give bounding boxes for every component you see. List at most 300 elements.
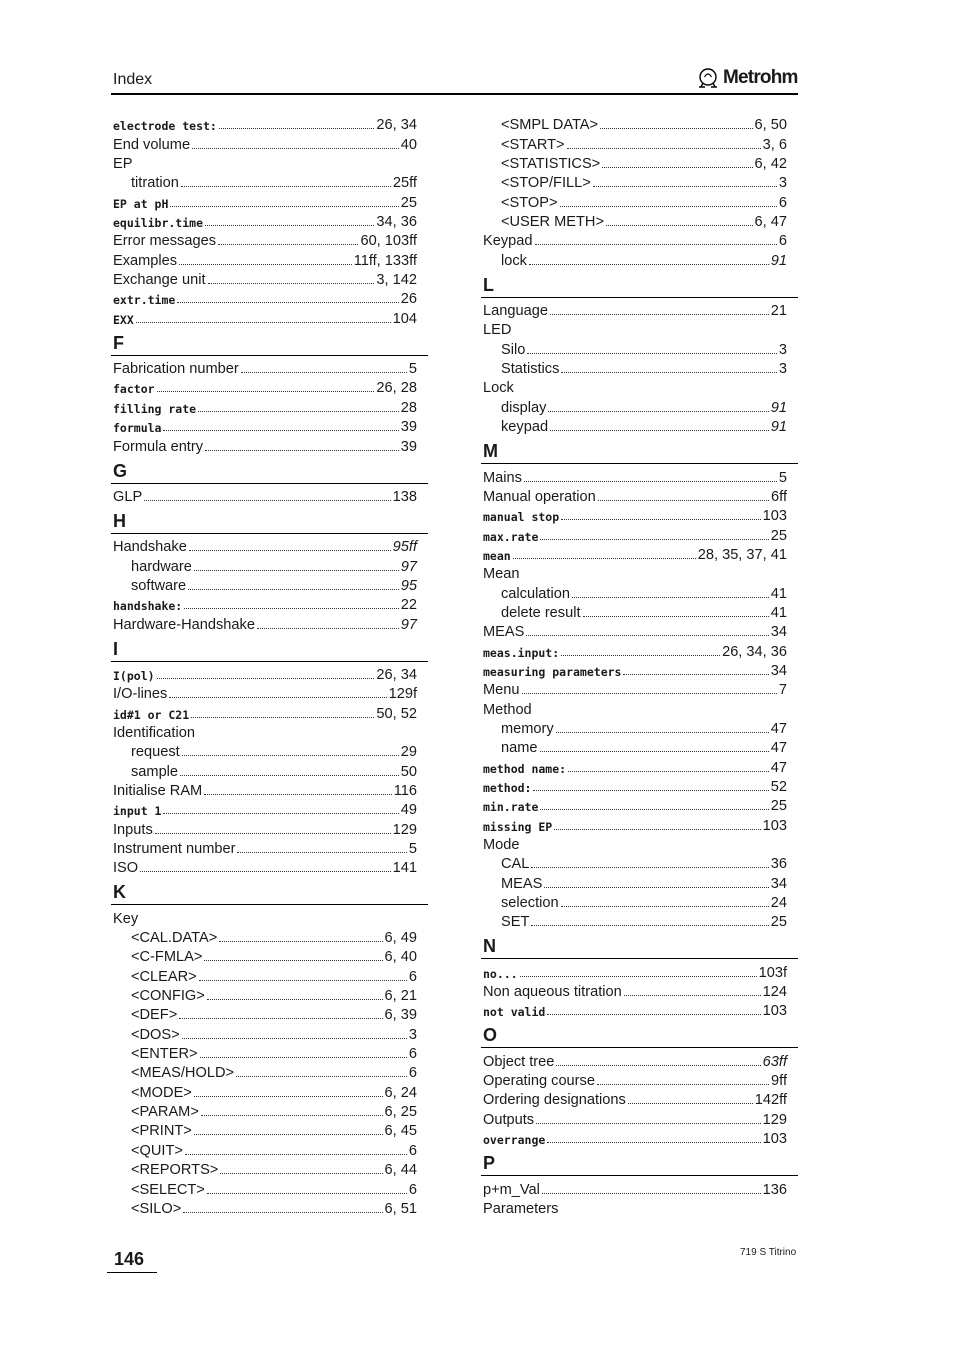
index-term: Silo: [501, 341, 526, 358]
dot-leader: [561, 519, 760, 520]
index-page-refs: 103: [762, 508, 787, 525]
index-entry: [111, 594, 428, 613]
index-entry: [481, 416, 798, 435]
dot-leader: [542, 1193, 761, 1194]
index-term: <DEF>: [131, 1007, 178, 1024]
index-entry: [111, 780, 428, 799]
index-page-refs: 97: [400, 616, 417, 633]
dot-leader: [536, 1123, 761, 1124]
index-page-refs: 142ff: [754, 1092, 787, 1109]
index-entry: [111, 1043, 428, 1062]
index-entry: [481, 486, 798, 505]
index-term: <STATISTICS>: [501, 156, 601, 173]
dot-leader: [548, 411, 768, 412]
index-page-refs: 34: [770, 875, 787, 892]
dot-leader: [220, 1173, 382, 1174]
index-entry: [481, 338, 798, 357]
index-page-refs: 25: [770, 527, 787, 544]
index-term: display: [501, 399, 547, 416]
dot-leader: [199, 980, 407, 981]
index-page-refs: 50: [400, 763, 417, 780]
dot-leader: [583, 616, 769, 617]
index-entry: [481, 640, 798, 659]
index-page-refs: 103: [762, 1131, 787, 1148]
index-term: <STOP>: [501, 194, 558, 211]
index-term: <QUIT>: [131, 1142, 183, 1159]
index-entry: [481, 1000, 798, 1019]
index-entry: [481, 892, 798, 911]
index-term: memory: [501, 720, 554, 737]
dot-leader: [529, 264, 769, 265]
index-term: Fabrication number: [113, 361, 239, 378]
index-page-refs: 11ff, 133ff: [353, 252, 417, 269]
dot-leader: [219, 128, 375, 129]
dot-leader: [136, 322, 391, 323]
index-entry: [111, 965, 428, 984]
dot-leader: [526, 635, 768, 636]
dot-leader: [198, 411, 399, 412]
index-entry: [111, 191, 428, 210]
index-term: Inputs: [113, 821, 153, 838]
index-page-refs: 6: [778, 194, 787, 211]
index-entry: [481, 776, 798, 795]
dot-leader: [170, 206, 398, 207]
index-page-refs: 116: [393, 782, 417, 799]
index-entry: [481, 230, 798, 249]
page-number: 146: [107, 1249, 157, 1273]
index-term: <CONFIG>: [131, 988, 205, 1005]
index-page-refs: 129f: [388, 686, 417, 703]
index-term: Instrument number: [113, 841, 236, 857]
index-entry: [481, 737, 798, 756]
index-entry: [111, 1004, 428, 1023]
index-term: MEAS: [501, 875, 543, 892]
index-term: p+m_Val: [483, 1181, 540, 1198]
index-entry: [111, 288, 428, 307]
index-term: name: [501, 740, 538, 757]
index-term: <SILO>: [131, 1200, 182, 1217]
index-term: <MODE>: [131, 1084, 192, 1101]
index-page-refs: 47: [770, 759, 787, 776]
dot-leader: [169, 697, 386, 698]
index-term: End volume: [113, 136, 191, 153]
index-page-refs: 34, 36: [376, 214, 417, 231]
dot-leader: [554, 829, 760, 830]
index-entry: [111, 838, 428, 857]
index-entry: [111, 1062, 428, 1081]
index-page-refs: 9ff: [771, 1073, 787, 1090]
index-term: manual stop: [483, 510, 560, 525]
dot-leader: [556, 732, 769, 733]
index-entry: [481, 466, 798, 485]
dot-leader: [540, 751, 769, 752]
index-entry: [481, 1178, 798, 1197]
index-term: I/O-lines: [113, 686, 168, 703]
index-page-refs: 34: [770, 624, 787, 641]
index-entry: [111, 1198, 428, 1217]
index-page-refs: 41: [770, 604, 787, 621]
index-term: <CLEAR>: [131, 968, 197, 985]
dot-leader: [180, 775, 399, 776]
index-term: <PRINT>: [131, 1123, 192, 1140]
dot-leader: [257, 628, 399, 629]
dot-leader: [593, 186, 777, 187]
index-entry: [111, 1120, 428, 1139]
dot-leader: [561, 655, 720, 656]
index-term: delete result: [501, 604, 581, 621]
index-page-refs: 6, 24: [384, 1084, 417, 1101]
index-page-refs: 6: [408, 1065, 417, 1082]
index-entry: [481, 114, 798, 133]
index-letter-heading: G: [111, 455, 428, 484]
index-subheading: [481, 1198, 798, 1217]
index-term: <STOP/FILL>: [501, 175, 591, 192]
index-term: factor: [113, 382, 155, 397]
index-term: Operating course: [483, 1073, 595, 1090]
index-entry: [111, 1159, 428, 1178]
index-page-refs: 6, 21: [384, 988, 417, 1005]
index-term: Key: [113, 910, 139, 927]
index-page-refs: 103: [762, 1003, 787, 1020]
index-entry: [111, 985, 428, 1004]
index-entry: [111, 1023, 428, 1042]
dot-leader: [567, 148, 761, 149]
index-entry: [111, 1081, 428, 1100]
index-page-refs: 5: [408, 841, 417, 857]
dot-leader: [182, 1038, 407, 1039]
index-entry: [481, 853, 798, 872]
dot-leader: [182, 755, 399, 756]
index-term: extr.time: [113, 293, 176, 308]
index-entry: [481, 1108, 798, 1127]
dot-leader: [533, 790, 768, 791]
dot-leader: [568, 771, 769, 772]
dot-leader: [606, 225, 753, 226]
index-term: Outputs: [483, 1111, 535, 1128]
dot-leader: [241, 372, 407, 373]
index-entry: [111, 358, 428, 377]
dot-leader: [157, 391, 375, 392]
index-entry: [481, 191, 798, 210]
dot-leader: [204, 794, 392, 795]
index-term: Mode: [483, 837, 520, 854]
index-page-refs: 6, 44: [384, 1162, 417, 1179]
index-entry: [481, 1128, 798, 1147]
index-term: meas.input:: [483, 645, 560, 660]
dot-leader: [597, 1084, 769, 1085]
index-letter-heading: L: [481, 269, 798, 298]
index-entry: [111, 269, 428, 288]
index-term: hardware: [131, 558, 192, 575]
dot-leader: [177, 302, 398, 303]
index-subheading: [481, 563, 798, 582]
dot-leader: [183, 1212, 382, 1213]
index-letter-heading: P: [481, 1147, 798, 1176]
index-term: Manual operation: [483, 488, 596, 505]
index-term: electrode test:: [113, 119, 217, 134]
dot-leader: [520, 976, 757, 977]
index-term: request: [131, 744, 180, 761]
dot-leader: [540, 809, 768, 810]
index-entry: [111, 486, 428, 505]
dot-leader: [513, 558, 696, 559]
index-entry: [111, 211, 428, 230]
index-term: input 1: [113, 804, 162, 819]
index-entry: [111, 760, 428, 779]
index-page-refs: 25: [770, 798, 787, 815]
index-page-refs: 26, 34: [376, 666, 417, 683]
index-entry: [481, 756, 798, 775]
index-letter-heading: O: [481, 1019, 798, 1048]
index-page-refs: 40: [400, 136, 417, 153]
index-page-refs: 6, 49: [384, 930, 417, 947]
index-page-refs: 91: [770, 399, 787, 416]
dot-leader: [624, 995, 761, 996]
index-subheading: [481, 834, 798, 853]
dot-leader: [544, 887, 768, 888]
dot-leader: [155, 833, 391, 834]
index-entry: [481, 211, 798, 230]
index-page-refs: 50, 52: [376, 705, 417, 722]
index-term: Menu: [483, 682, 520, 699]
index-term: Examples: [113, 252, 178, 269]
index-term: I(pol): [113, 668, 155, 683]
dot-leader: [207, 999, 383, 1000]
dot-leader: [207, 1193, 407, 1194]
index-page-refs: 5: [408, 361, 417, 378]
index-term: method:: [483, 781, 532, 795]
index-entry: [111, 664, 428, 683]
dot-leader: [188, 589, 399, 590]
index-term: <SELECT>: [131, 1181, 205, 1198]
index-entry: [111, 1101, 428, 1120]
index-term: keypad: [501, 419, 549, 436]
dot-leader: [556, 1065, 760, 1066]
index-page-refs: 28, 35, 37, 41: [697, 546, 787, 563]
index-term: software: [131, 577, 187, 594]
index-page-refs: 6, 40: [384, 949, 417, 966]
index-page-refs: 6, 51: [384, 1200, 417, 1217]
index-subheading: [481, 698, 798, 717]
dot-leader: [219, 941, 382, 942]
index-entry: [111, 683, 428, 702]
index-letter-heading: H: [111, 505, 428, 534]
index-term: not valid: [483, 1005, 546, 1020]
index-entry: [481, 718, 798, 737]
dot-leader: [201, 1115, 383, 1116]
index-entry: [481, 524, 798, 543]
index-term: EXX: [113, 312, 134, 327]
dot-leader: [561, 906, 769, 907]
index-page-refs: 25: [400, 194, 417, 211]
dot-leader: [236, 1076, 407, 1077]
index-page-refs: 25: [770, 914, 787, 931]
index-page-refs: 103f: [758, 964, 787, 981]
index-page-refs: 24: [770, 895, 787, 912]
index-term: <REPORTS>: [131, 1162, 219, 1179]
index-term: Keypad: [483, 233, 533, 250]
index-page-refs: 3, 142: [376, 272, 417, 289]
dot-leader: [628, 1103, 753, 1104]
dot-leader: [560, 206, 777, 207]
index-page-refs: 39: [400, 438, 417, 455]
index-entry: [481, 300, 798, 319]
dot-leader: [561, 372, 776, 373]
index-term: Statistics: [501, 361, 560, 378]
index-entry: [481, 544, 798, 563]
index-subheading: [481, 377, 798, 396]
index-page-refs: 6: [408, 1142, 417, 1159]
index-page-refs: 26, 34, 36: [722, 643, 787, 660]
index-page-refs: 3: [778, 361, 787, 378]
index-term: Mean: [483, 566, 520, 583]
dot-leader: [191, 717, 374, 718]
index-term: Lock: [483, 380, 514, 397]
index-term: MEAS: [483, 624, 525, 641]
index-term: Error messages: [113, 233, 216, 250]
index-entry: [481, 679, 798, 698]
dot-leader: [218, 244, 358, 245]
index-entry: [481, 981, 798, 1000]
index-entry: [481, 1089, 798, 1108]
dot-leader: [144, 500, 390, 501]
index-entry: [111, 396, 428, 415]
dot-leader: [194, 1096, 383, 1097]
index-page-refs: 25ff: [392, 175, 417, 192]
index-term: no...: [483, 966, 518, 981]
dot-leader: [185, 1154, 407, 1155]
index-term: missing EP: [483, 819, 553, 834]
index-entry: [481, 1070, 798, 1089]
index-page-refs: 124: [762, 984, 787, 1001]
metrohm-omega-icon: [697, 67, 719, 89]
index-page-refs: 3, 6: [762, 136, 787, 153]
index-page-refs: 97: [400, 558, 417, 575]
index-page-refs: 104: [392, 310, 417, 327]
index-entry: [481, 358, 798, 377]
index-entry: [111, 1139, 428, 1158]
index-page-refs: 103: [762, 817, 787, 834]
index-page-refs: 52: [770, 779, 787, 795]
index-term: Handshake: [113, 539, 187, 556]
index-page-refs: 129: [392, 821, 417, 838]
index-page-refs: 63ff: [762, 1053, 787, 1070]
index-page-refs: 6ff: [771, 488, 787, 505]
index-entry: [481, 505, 798, 524]
index-page-refs: 28: [400, 399, 417, 416]
index-entry: [481, 872, 798, 891]
index-page-refs: 6: [408, 1181, 417, 1198]
index-entry: [111, 133, 428, 152]
index-page-refs: 95ff: [392, 539, 417, 556]
dot-leader: [140, 871, 391, 872]
dot-leader: [204, 960, 382, 961]
index-entry: [111, 799, 428, 818]
index-term: Identification: [113, 724, 195, 741]
index-letter-heading: N: [481, 930, 798, 959]
dot-leader: [535, 244, 777, 245]
dot-leader: [200, 1057, 407, 1058]
index-letter-heading: M: [481, 435, 798, 464]
index-page-refs: 41: [770, 585, 787, 602]
index-page-refs: 95: [400, 577, 417, 594]
index-term: filling rate: [113, 401, 197, 416]
index-page-refs: 34: [770, 662, 787, 679]
dot-leader: [602, 167, 752, 168]
dot-leader: [194, 570, 399, 571]
dot-leader: [205, 450, 399, 451]
index-page-refs: 60, 103ff: [360, 233, 417, 250]
index-entry: [111, 1178, 428, 1197]
index-entry: [111, 927, 428, 946]
metrohm-logo-text: Metrohm: [723, 67, 798, 88]
index-term: lock: [501, 252, 527, 269]
index-term: <C-FMLA>: [131, 949, 203, 966]
index-page-refs: 6, 45: [384, 1123, 417, 1140]
index-term: overrange: [483, 1133, 546, 1148]
index-subheading: [111, 907, 428, 926]
dot-leader: [163, 430, 398, 431]
index-term: <START>: [501, 136, 565, 153]
index-entry: [111, 114, 428, 133]
dot-leader: [600, 128, 752, 129]
dot-leader: [179, 264, 352, 265]
dot-leader: [547, 1014, 760, 1015]
dot-leader: [208, 283, 375, 284]
dot-leader: [531, 925, 768, 926]
index-entry: [111, 172, 428, 191]
index-page-refs: 6, 39: [384, 1007, 417, 1024]
dot-leader: [179, 1018, 382, 1019]
index-term: <PARAM>: [131, 1104, 199, 1121]
index-page-refs: 22: [400, 597, 417, 614]
index-term: SET: [501, 914, 530, 931]
index-term: Exchange unit: [113, 272, 206, 289]
index-page-refs: 141: [392, 860, 417, 877]
index-entry: [481, 172, 798, 191]
index-term: calculation: [501, 585, 570, 602]
dot-leader: [623, 674, 768, 675]
index-page-refs: 21: [770, 303, 787, 320]
index-page-refs: 39: [400, 419, 417, 436]
index-entry: [481, 249, 798, 268]
index-term: handshake:: [113, 599, 183, 614]
index-page-refs: 3: [778, 175, 787, 192]
index-page-refs: 3: [778, 341, 787, 358]
index-entry: [111, 416, 428, 435]
index-term: mean: [483, 548, 511, 563]
index-entry: [481, 911, 798, 930]
index-term: formula: [113, 421, 162, 436]
index-page-refs: 6: [408, 1046, 417, 1063]
index-page-refs: 5: [778, 469, 787, 486]
page-header-title: Index: [113, 71, 153, 88]
index-letter-heading: I: [111, 633, 428, 662]
header-rule: [111, 93, 798, 95]
index-term: Hardware-Handshake: [113, 616, 255, 633]
index-entry: [481, 1050, 798, 1069]
index-page-refs: 26, 34: [376, 117, 417, 134]
manual-title: 719 S Titrino: [740, 1247, 797, 1258]
index-term: GLP: [113, 488, 143, 505]
index-page-refs: 26, 28: [376, 380, 417, 397]
index-subheading: [111, 153, 428, 172]
index-page-refs: 26: [400, 291, 417, 308]
index-page-refs: 36: [770, 856, 787, 873]
index-entry: [481, 133, 798, 152]
index-term: EP at pH: [113, 196, 169, 211]
index-page-refs: 3: [408, 1026, 417, 1043]
